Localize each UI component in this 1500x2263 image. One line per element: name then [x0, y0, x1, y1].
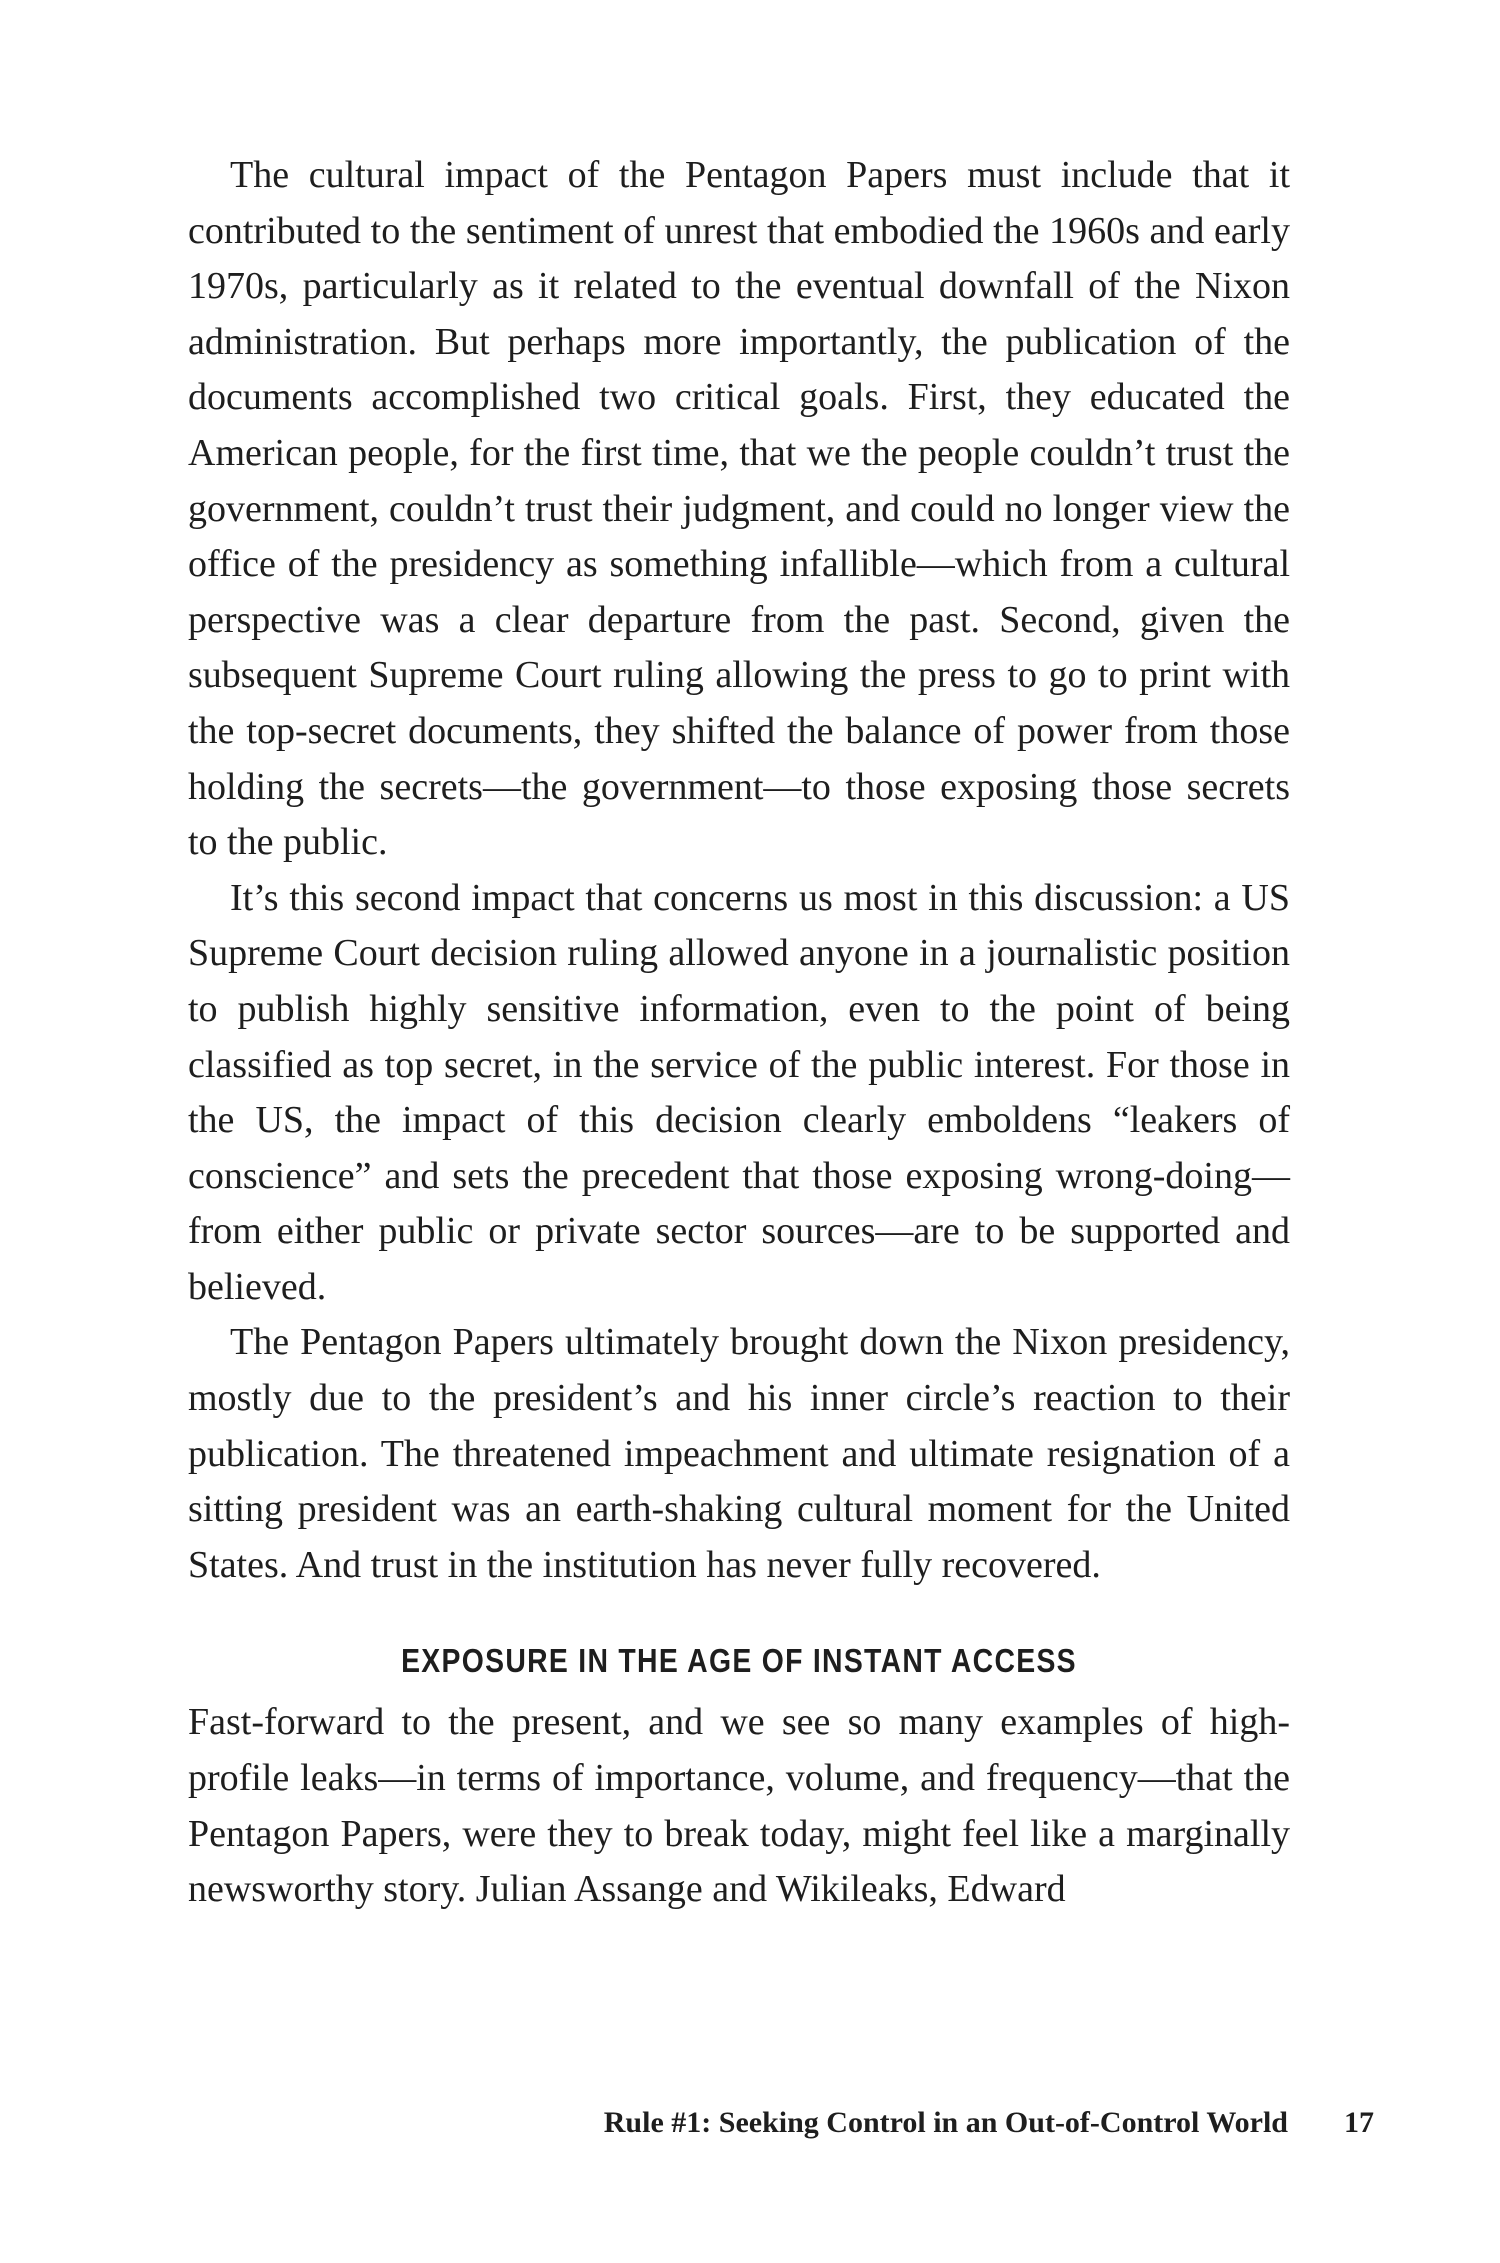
paragraph-3: The Pentagon Papers ultimately brought down the Nixon presidency, mostly due to the president’s and his inner circle’s reaction to their publication. The threatened impeachment and ultimate resignation of a sitting president was an earth-shaking cultural moment for the United States. And trust in the institution has never fully recovered.: [188, 1321, 1290, 1586]
paragraph-2: It’s this second impact that concerns us most in this discussion: a US Supreme Court decision ruling allowed anyone in a journalistic position to publish highly sensitive information, even to the point of being classified as top secret, in the service of the public interest. For those in the US, the impact of this decision clearly emboldens “leakers of conscience” and sets the precedent that those exposing wrong-doing—from either public or private sector sources—are to be supported and believed.: [188, 876, 1290, 1308]
running-head: Rule #1: Seeking Control in an Out-of-Control World: [603, 2106, 1288, 2139]
page-footer: [604, 2106, 1374, 2140]
section-paragraph: Fast-forward to the present, and we see so many examples of high-profile leaks—in terms of importance, volume, and frequency—that the Pentagon Papers, were they to break today, might feel like a marginally newsworthy story. Julian Assange and Wikileaks, Edward: [188, 1701, 1290, 1911]
page-number: 17: [1344, 2106, 1374, 2139]
section-heading: EXPOSURE IN THE AGE OF INSTANT ACCESS: [401, 1642, 1077, 1680]
body-text: [188, 148, 1290, 1918]
paragraph-1: The cultural impact of the Pentagon Papers must include that it contributed to the sentiment of unrest that embodied the 1960s and early 1970s, particularly as it related to the eventual downfall of the Nixon administration. But perhaps more importantly, the publication of the documents accomplished two critical goals. First, they educated the American people, for the first time, that we the people couldn’t trust the government, couldn’t trust their judgment, and could no longer view the office of the presidency as something infallible—which from a cultural perspective was a clear departure from the past. Second, given the subsequent Supreme Court ruling allowing the press to go to print with the top-secret documents, they shifted the balance of power from those holding the secrets—the government—to those exposing those secrets to the public.: [188, 154, 1290, 864]
